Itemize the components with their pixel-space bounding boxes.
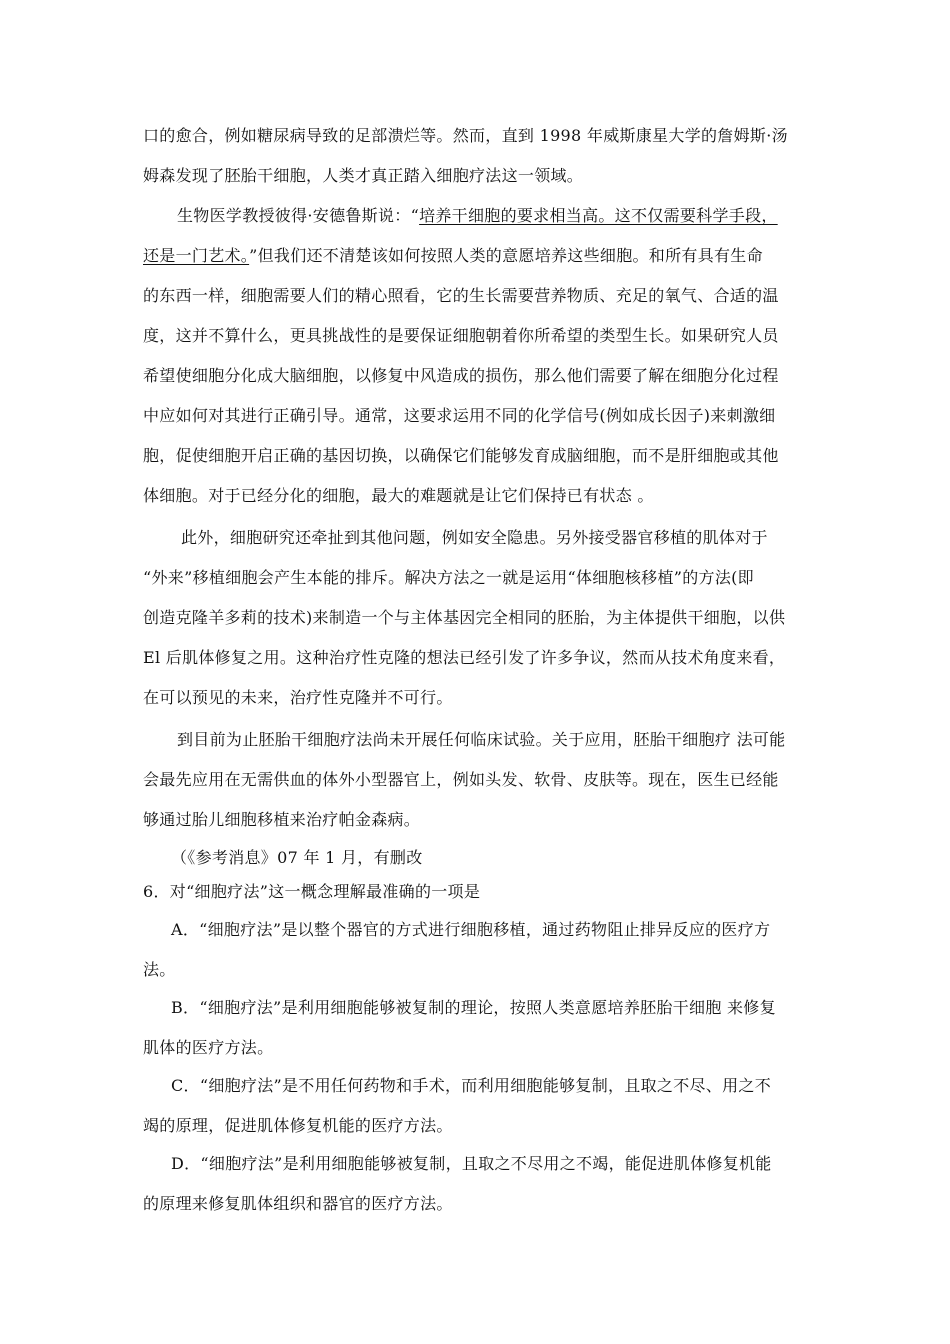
option-d-line1: D．“细胞疗法”是利用细胞能够被复制，且取之不尽用之不竭，能促进肌体修复机能 bbox=[171, 1154, 772, 1173]
para3-line5: 在可以预见的未来，治疗性克隆并不可行。 bbox=[143, 688, 453, 707]
para1-line2: 姆森发现了胚胎干细胞，人类才真正踏入细胞疗法这一领域。 bbox=[143, 166, 584, 185]
para4-line3: 够通过胎儿细胞移植来治疗帕金森病。 bbox=[143, 810, 421, 829]
para2-line2 bbox=[143, 246, 763, 266]
para3-line3: 创造克隆羊多莉的技术)来制造一个与主体基因完全相同的胚胎，为主体提供干细胞，以供 bbox=[143, 608, 786, 627]
para4-line2: 会最先应用在无需供血的体外小型器官上，例如头发、软骨、皮肤等。现在，医生已经能 bbox=[143, 770, 779, 789]
option-c-line1: C．“细胞疗法”是不用任何药物和手术，而利用细胞能够复制，且取之不尽、用之不 bbox=[171, 1076, 772, 1095]
para3-line2: “外来”移植细胞会产生本能的排斥。解决方法之一就是运用“体细胞核移植”的方法(即 bbox=[143, 568, 754, 587]
option-a-line1: A．“细胞疗法”是以整个器官的方式进行细胞移植，通过药物阻止排异反应的医疗方 bbox=[171, 920, 771, 939]
para3-line1: 此外，细胞研究还牵扯到其他问题，例如安全隐患。另外接受器官移植的肌体对于 bbox=[181, 528, 768, 547]
para2-line6: 中应如何对其进行正确引导。通常，这要求运用不同的化学信号(例如成长因子)来刺激细 bbox=[143, 406, 776, 425]
para4-line1: 到目前为止胚胎干细胞疗法尚未开展任何临床试验。关于应用，胚胎干细胞疗 法可能 bbox=[177, 730, 786, 749]
para2-line5: 希望使细胞分化成大脑细胞，以修复中风造成的损伤，那么他们需要了解在细胞分化过程 bbox=[143, 366, 779, 385]
option-c-line2: 竭的原理，促进肌体修复机能的医疗方法。 bbox=[143, 1116, 453, 1135]
para3-line4: El 后肌体修复之用。这种治疗性克隆的想法已经引发了许多争议，然而从技术角度来看， bbox=[143, 648, 786, 667]
para2-line8: 体细胞。对于已经分化的细胞，最大的难题就是让它们保持已有状态 。 bbox=[143, 486, 654, 505]
para2-underlined-quote-1: 培养干细胞的要求相当高。这不仅需要科学手段， bbox=[419, 206, 778, 225]
option-b-line1: B．“细胞疗法”是利用细胞能够被复制的理论，按照人类意愿培养胚胎干细胞 来修复 bbox=[171, 998, 776, 1017]
para2-underlined-quote-2: 还是一门艺术。 bbox=[143, 246, 250, 265]
source-citation: （《参考消息》07 年 1 月，有删改 bbox=[171, 848, 423, 867]
question-stem: 6．对“细胞疗法”这一概念理解最准确的一项是 bbox=[143, 882, 481, 901]
para1-line1: 口的愈合，例如糖尿病导致的足部溃烂等。然而，直到 1998 年威斯康星大学的詹姆斯·汤 bbox=[143, 126, 788, 145]
option-a-line2: 法。 bbox=[143, 960, 176, 979]
para2-line1 bbox=[177, 206, 778, 226]
para2-line7: 胞，促使细胞开启正确的基因切换，以确保它们能够发育成脑细胞，而不是肝细胞或其他 bbox=[143, 446, 779, 465]
para2-line3: 的东西一样，细胞需要人们的精心照看，它的生长需要营养物质、充足的氧气、合适的温 bbox=[143, 286, 779, 305]
para2-quote-intro: 生物医学教授彼得·安德鲁斯说：“ bbox=[177, 206, 420, 225]
para2-line2-rest: ”但我们还不清楚该如何按照人类的意愿培养这些细胞。和所有具有生命 bbox=[249, 246, 763, 265]
para2-line4: 度，这并不算什么，更具挑战性的是要保证细胞朝着你所希望的类型生长。如果研究人员 bbox=[143, 326, 779, 345]
option-b-line2: 肌体的医疗方法。 bbox=[143, 1038, 274, 1057]
option-d-line2: 的原理来修复肌体组织和器官的医疗方法。 bbox=[143, 1194, 453, 1213]
